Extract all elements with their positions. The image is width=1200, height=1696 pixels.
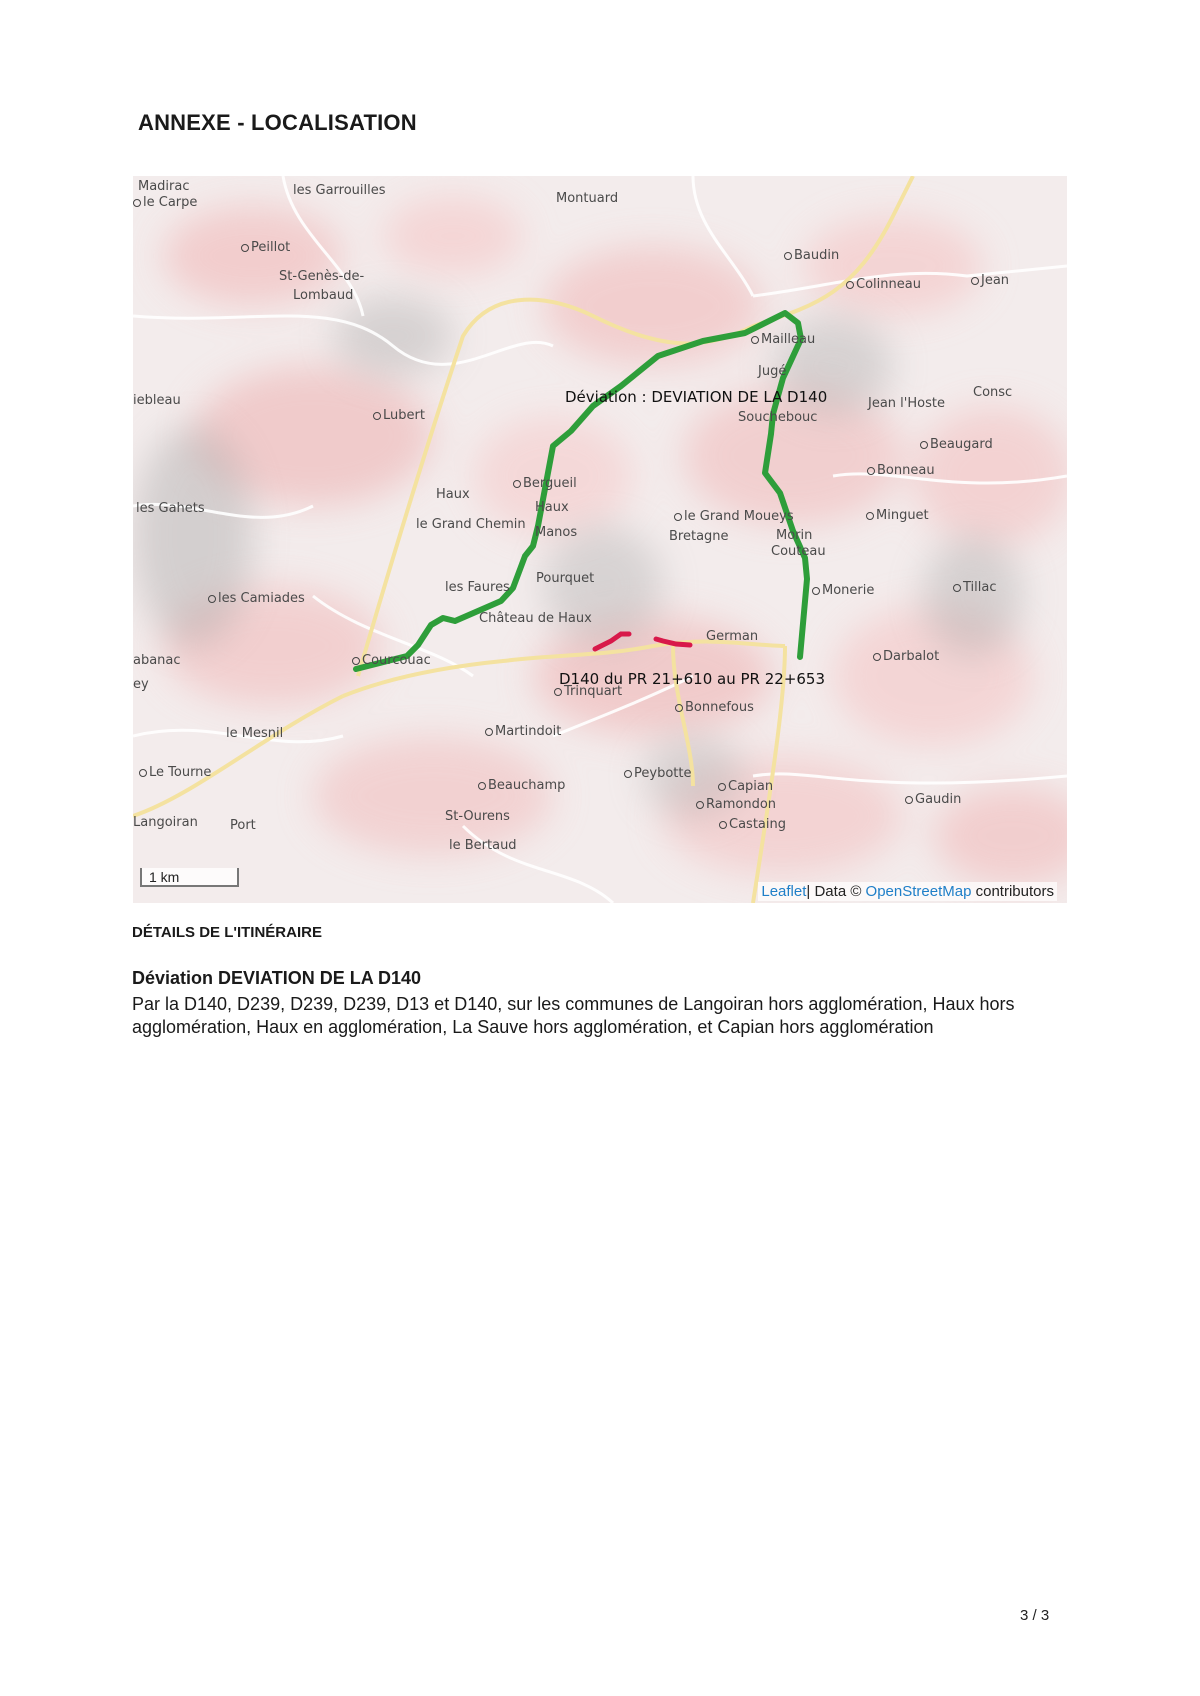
place-name: Jean l'Hoste [868, 396, 945, 411]
place-marker-icon [675, 704, 683, 712]
place-label [953, 581, 997, 594]
place-label [230, 819, 256, 832]
place-label [133, 196, 197, 209]
place-marker-icon [718, 783, 726, 791]
place-marker-icon [352, 657, 360, 665]
place-name: Haux [436, 487, 470, 502]
place-marker-icon [905, 796, 913, 804]
place-label [445, 581, 510, 594]
page-title: ANNEXE - LOCALISATION [138, 110, 417, 135]
place-marker-icon [373, 412, 381, 420]
place-name: Gaudin [915, 792, 962, 807]
place-label [138, 180, 190, 193]
place-name: le Carpe [143, 195, 198, 210]
place-name: Baudin [794, 248, 840, 263]
place-label [776, 529, 812, 542]
leaflet-link[interactable]: Leaflet [761, 883, 807, 900]
place-label [416, 518, 526, 531]
place-marker-icon [139, 769, 147, 777]
place-label [719, 818, 786, 831]
place-label [133, 816, 198, 829]
place-label [133, 678, 149, 691]
place-label [241, 241, 290, 254]
place-name: Jugé [758, 364, 787, 379]
place-label [478, 779, 565, 792]
place-label [696, 798, 776, 811]
place-marker-icon [674, 513, 682, 521]
place-name: Morin [776, 528, 813, 543]
place-name: ey [133, 677, 149, 692]
place-name: Haux [535, 500, 569, 515]
place-label [812, 584, 874, 597]
place-name: St-Genès-de- [279, 269, 365, 284]
place-label [973, 386, 1012, 399]
place-label [449, 839, 517, 852]
place-label [556, 192, 618, 205]
place-name: Bretagne [669, 529, 729, 544]
place-marker-icon [846, 281, 854, 289]
place-name: Monerie [822, 583, 875, 598]
place-marker-icon [784, 252, 792, 260]
place-name: Martindoit [495, 724, 562, 739]
place-name: Port [230, 818, 256, 833]
place-label [751, 333, 815, 346]
place-marker-icon [867, 467, 875, 475]
place-label [669, 530, 729, 543]
place-name: Manos [535, 525, 578, 540]
closure-label: D140 du PR 21+610 au PR 22+653 [559, 670, 826, 688]
place-name: Bonnefous [685, 700, 754, 715]
place-marker-icon [208, 595, 216, 603]
place-name: Lombaud [293, 288, 354, 303]
place-label [133, 394, 181, 407]
place-label [675, 701, 754, 714]
place-name: Minguet [876, 508, 929, 523]
location-map[interactable] [133, 176, 1067, 903]
place-label [352, 654, 431, 667]
place-label [133, 654, 181, 667]
place-label [846, 278, 921, 291]
place-label [293, 184, 386, 197]
place-label [293, 289, 353, 302]
place-marker-icon [971, 277, 979, 285]
place-label [479, 612, 592, 625]
openstreetmap-link[interactable]: OpenStreetMap [865, 883, 972, 900]
place-label [513, 477, 577, 490]
place-label [718, 780, 773, 793]
place-marker-icon [866, 512, 874, 520]
place-label [624, 767, 691, 780]
place-name: Peybotte [634, 766, 692, 781]
place-label [866, 509, 929, 522]
place-label [226, 727, 283, 740]
place-label [771, 545, 826, 558]
place-name: le Grand Chemin [416, 517, 526, 532]
place-marker-icon [554, 688, 562, 696]
place-marker-icon [241, 244, 249, 252]
place-marker-icon [920, 441, 928, 449]
place-marker-icon [719, 821, 727, 829]
place-label [905, 793, 961, 806]
deviation-label: Déviation : DEVIATION DE LA D140 [565, 388, 828, 406]
place-label [279, 270, 364, 283]
place-name: Montuard [556, 191, 619, 206]
place-label [868, 397, 945, 410]
place-name: Le Tourne [149, 765, 212, 780]
place-label [436, 488, 470, 501]
place-name: Consc [973, 385, 1013, 400]
place-label [738, 411, 817, 424]
place-marker-icon [513, 480, 521, 488]
place-name: Lubert [383, 408, 425, 423]
map-attribution [758, 882, 1057, 901]
place-label [873, 650, 939, 663]
place-label [971, 274, 1009, 287]
place-name: Bonneau [877, 463, 935, 478]
place-marker-icon [953, 584, 961, 592]
place-marker-icon [485, 728, 493, 736]
place-name: St-Ourens [445, 809, 510, 824]
place-name: Ramondon [706, 797, 777, 812]
place-name: Colinneau [856, 277, 921, 292]
place-marker-icon [696, 801, 704, 809]
place-name: Trinquart [564, 684, 623, 699]
scale-bar: 1 km [140, 868, 239, 887]
place-name: Castaing [729, 817, 786, 832]
place-label [920, 438, 993, 451]
place-name: le Mesnil [226, 726, 284, 741]
place-label [784, 249, 839, 262]
place-label [536, 572, 594, 585]
place-name: Darbalot [883, 649, 940, 664]
place-name: Souchebouc [738, 410, 818, 425]
place-marker-icon [478, 782, 486, 790]
place-label [208, 592, 305, 605]
place-label [139, 766, 211, 779]
place-marker-icon [812, 587, 820, 595]
place-label [535, 501, 569, 514]
place-name: Château de Haux [479, 611, 592, 626]
place-name: Pourquet [536, 571, 595, 586]
place-label [136, 502, 205, 515]
itinerary-section-label: DÉTAILS DE L'ITINÉRAIRE [132, 924, 322, 941]
place-name: les Gahets [136, 501, 205, 516]
place-marker-icon [624, 770, 632, 778]
place-label [535, 526, 577, 539]
place-name: le Bertaud [449, 838, 517, 853]
place-label [674, 510, 794, 523]
place-name: les Camiades [218, 591, 305, 606]
place-label [706, 630, 758, 643]
place-name: German [706, 629, 759, 644]
place-name: Beaugard [930, 437, 993, 452]
place-name: Mailleau [761, 332, 816, 347]
place-marker-icon [751, 336, 759, 344]
place-name: le Grand Moueys [684, 509, 794, 524]
place-label [373, 409, 425, 422]
attribution-separator: | Data © [806, 883, 866, 900]
place-name: les Faures [445, 580, 510, 595]
place-name: Courcouac [362, 653, 431, 668]
place-marker-icon [133, 199, 141, 207]
place-name: Bergueil [523, 476, 577, 491]
route-description: Par la D140, D239, D239, D239, D13 et D140, sur les communes de Langoiran hors agglomération, Haux hors agglomération, Haux en agglomération, La Sauve hors agglomération, et Capian hors agglomération [132, 994, 1015, 1037]
place-name: Jean [981, 273, 1010, 288]
place-label [867, 464, 935, 477]
place-label [445, 810, 510, 823]
place-name: Langoiran [133, 815, 198, 830]
route-title: Déviation DEVIATION DE LA D140 [132, 968, 422, 988]
place-name: Madirac [138, 179, 190, 194]
page-number: 3 / 3 [1020, 1607, 1050, 1624]
place-label [758, 365, 786, 378]
place-name: Tillac [963, 580, 997, 595]
place-name: iebleau [133, 393, 181, 408]
place-name: Beauchamp [488, 778, 566, 793]
place-label [485, 725, 561, 738]
place-marker-icon [873, 653, 881, 661]
place-name: Couteau [771, 544, 826, 559]
place-name: abanac [133, 653, 181, 668]
place-name: Capian [728, 779, 774, 794]
place-name: les Garrouilles [293, 183, 386, 198]
place-name: Peillot [251, 240, 291, 255]
attribution-suffix: contributors [971, 883, 1054, 900]
